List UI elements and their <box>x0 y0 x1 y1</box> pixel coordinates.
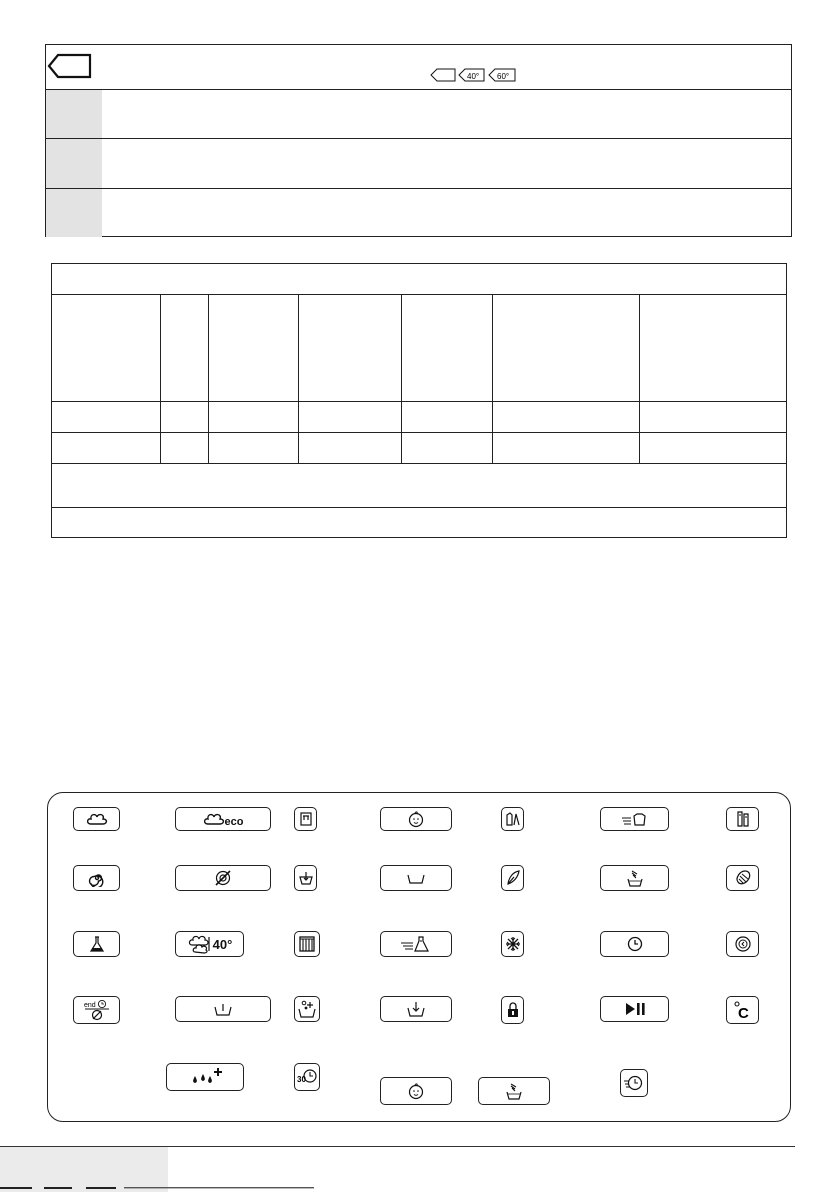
hand-wash-icon <box>503 1080 525 1102</box>
detergent-row-2 <box>46 89 791 139</box>
row-divider <box>52 401 786 402</box>
row-divider <box>52 432 786 433</box>
tag-60-label: 60° <box>497 72 510 81</box>
mix-40-icon <box>187 933 213 955</box>
extra-water-button[interactable] <box>166 1063 244 1091</box>
mix-40-button[interactable]: 40° <box>175 931 244 957</box>
time-delay-button[interactable] <box>620 1069 648 1097</box>
stain-button[interactable] <box>294 996 320 1022</box>
row-label-cell <box>46 90 102 139</box>
cotton-icon <box>86 811 108 827</box>
wash-button[interactable] <box>380 865 452 891</box>
fast-time-icon <box>623 1072 645 1094</box>
shirts-button[interactable] <box>600 807 669 831</box>
prewash-button[interactable] <box>175 996 271 1022</box>
temperature-tags-icon <box>429 67 519 83</box>
clock-icon <box>626 935 644 953</box>
no-spin-icon <box>213 868 233 888</box>
tub-icon <box>406 871 426 885</box>
column-divider <box>492 294 493 463</box>
row-text-cell <box>102 45 791 89</box>
row-label-cell <box>46 45 102 89</box>
mix-icon <box>734 810 752 828</box>
cold-wash-button[interactable] <box>501 931 524 957</box>
wool-button[interactable] <box>726 865 759 891</box>
detergent-table <box>45 44 792 237</box>
drum-button[interactable] <box>726 931 759 957</box>
svg-text:end: end <box>83 1002 96 1009</box>
water-plus-icon <box>188 1066 222 1088</box>
celsius-icon <box>732 999 754 1021</box>
control-panel <box>47 792 791 1122</box>
column-divider <box>208 294 209 463</box>
synthetic-icon <box>299 811 313 827</box>
row-text-cell <box>102 139 791 189</box>
end-time-button[interactable] <box>600 931 669 957</box>
rinse-down-icon <box>406 1000 426 1018</box>
drum-icon <box>734 935 752 953</box>
svg-text:C: C <box>737 1005 749 1021</box>
prewash-icon <box>213 1001 233 1017</box>
row-label-cell <box>46 139 102 189</box>
play-pause-icon <box>623 1002 647 1016</box>
dark-care-button[interactable] <box>501 807 524 831</box>
baby-face-icon <box>407 1082 425 1100</box>
quick-dress-icon <box>399 934 433 954</box>
temperature-button[interactable] <box>726 996 759 1024</box>
footer-print-strip <box>0 1184 320 1192</box>
detergent-row-1 <box>46 45 791 89</box>
rinse-plus-button[interactable] <box>380 996 452 1022</box>
feather-icon <box>505 869 521 887</box>
feather-button[interactable] <box>501 865 524 891</box>
cotton-button[interactable] <box>73 807 120 831</box>
quick-dress-button[interactable] <box>380 931 452 957</box>
dark-care-icon <box>505 811 521 827</box>
baby-care-button[interactable] <box>380 807 452 831</box>
child-lock-button[interactable] <box>501 996 524 1024</box>
end-time-cancel-button[interactable] <box>73 996 120 1024</box>
start-pause-button[interactable] <box>600 996 669 1022</box>
row-divider <box>52 463 786 464</box>
wool-icon <box>734 868 752 888</box>
mix-button[interactable] <box>726 807 759 831</box>
no-spin-button[interactable] <box>175 865 271 891</box>
timer-30-icon <box>296 1066 318 1088</box>
synthetic-button[interactable] <box>294 807 317 831</box>
tag-40-label: 40° <box>467 72 480 81</box>
column-divider <box>639 294 640 463</box>
column-divider <box>298 294 299 463</box>
curtains-button[interactable] <box>294 931 320 957</box>
drum-clean-icon <box>88 934 106 954</box>
express-30-button[interactable] <box>294 1063 320 1091</box>
hand-wash-button[interactable] <box>600 865 669 891</box>
row-text-cell <box>102 90 791 139</box>
svg-text:30: 30 <box>297 1075 306 1084</box>
tag-icon <box>46 45 102 89</box>
row-text-cell <box>102 189 791 237</box>
spin-button[interactable] <box>73 865 120 891</box>
spin-icon <box>88 869 106 887</box>
detergent-row-4 <box>46 188 791 237</box>
end-time-cancel-icon <box>82 998 112 1022</box>
cotton-eco-button[interactable]: eco <box>175 807 271 831</box>
drain-icon <box>298 869 314 887</box>
program-table <box>51 263 787 538</box>
cotton-eco-icon <box>203 811 225 827</box>
hand-wash-2-button[interactable] <box>478 1077 550 1105</box>
detergent-row-3 <box>46 138 791 189</box>
column-divider <box>160 294 161 463</box>
column-divider <box>401 294 402 463</box>
stain-icon <box>297 999 317 1019</box>
drain-button[interactable] <box>294 865 317 891</box>
baby-protect-button[interactable] <box>380 1077 452 1105</box>
header-divider <box>52 294 786 295</box>
lock-icon <box>506 1001 520 1019</box>
baby-face-icon <box>407 810 425 828</box>
snowflake-icon <box>505 936 521 952</box>
drum-clean-button[interactable] <box>73 931 120 957</box>
shirts-icon <box>620 811 650 827</box>
row-divider <box>52 507 786 508</box>
curtains-icon <box>298 935 316 953</box>
hand-wash-icon <box>624 867 646 889</box>
row-label-cell <box>46 189 102 237</box>
